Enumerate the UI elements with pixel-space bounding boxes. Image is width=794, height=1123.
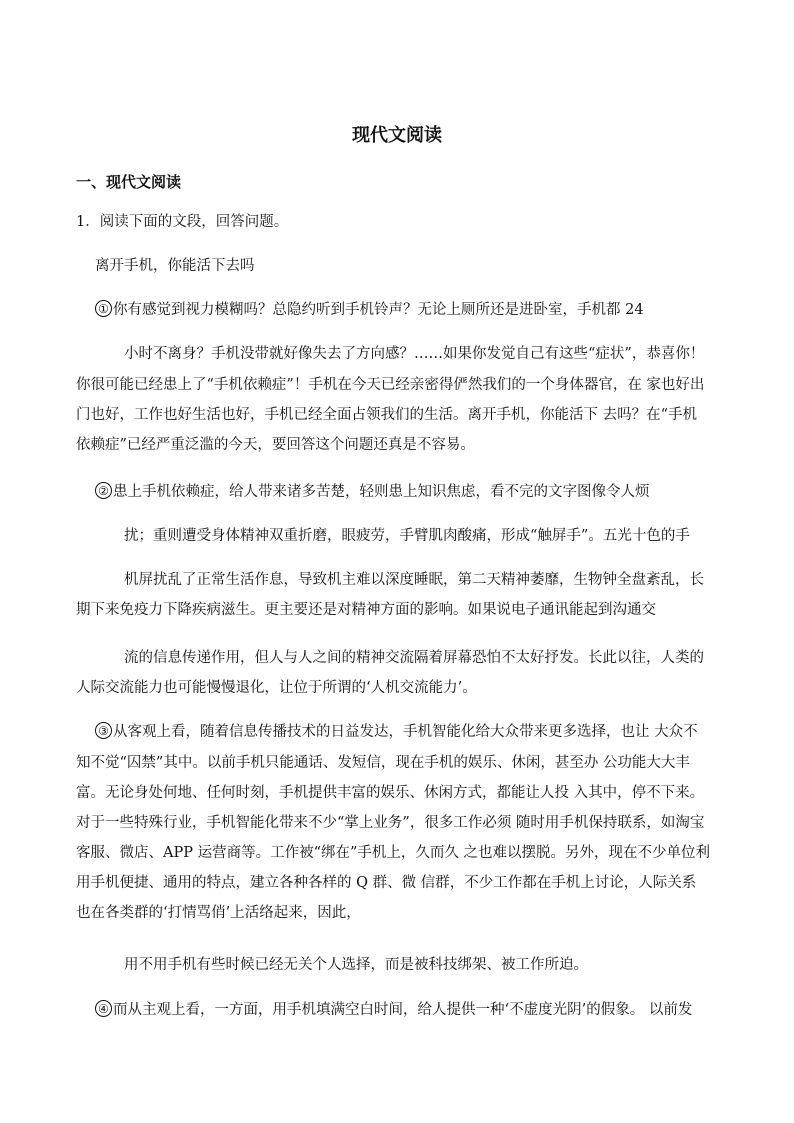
paragraph-line: 知不觉“囚禁”其中。以前手机只能通话、发短信，现在手机的娱乐、休闲，甚至办 公功能大大丰 (76, 755, 690, 771)
paragraph-line: 机屏扰乱了正常生活作息，导致机主难以深度睡眠，第二天精神萎靡，生物钟全盘紊乱，长 (124, 572, 704, 588)
paragraph-line: 人际交流能力也可能慢慢退化，让位于所谓的‘人机交流能力’。 (76, 680, 477, 696)
page-title: 现代文阅读 (352, 125, 442, 146)
paragraph-line: 扰；重则遭受身体精神双重折磨，眼疲劳，手臂肌肉酸痛，形成“触屏手”。五光十色的手 (124, 528, 690, 544)
paragraph-line: 依赖症”已经严重泛滥的今天，要回答这个问题还真是不容易。 (76, 437, 475, 453)
question-prompt: 1．阅读下面的文段，回答问题。 (76, 214, 289, 230)
paragraph-marker: ④ (95, 1000, 112, 1017)
paragraph-line: 门也好，工作也好生活也好，手机已经全面占领我们的生活。离开手机，你能活下 去吗？在“手机 (76, 407, 698, 423)
paragraph-line: 对于一些特殊行业，手机智能化带来不少“掌上业务”，很多工作必须 随时用手机保持联系，如淘宝 (76, 815, 705, 831)
paragraph-line: 客服、微店、APP 运营商等。工作被“绑在”手机上，久而久 之也难以摆脱。另外，现在不少单位利 (76, 845, 711, 861)
section-heading: 一、现代文阅读 (76, 173, 182, 191)
paragraph-line: ② 患上手机依赖症，给人带来诸多苦楚，轻则患上知识焦虑，看不完的文字图像令人烦 (95, 482, 650, 502)
paragraph-line: ④ 而从主观上看，一方面，用手机填满空白时间，给人提供一种‘不虚度光阴’的假象。 以前发 (95, 1000, 692, 1020)
paragraph-marker: ② (95, 482, 112, 499)
paragraph-line: ① 你有感觉到视力模糊吗？总隐约听到手机铃声？无论上厕所还是进卧室，手机都 24 (95, 300, 644, 320)
paragraph-line: 富。无论身处何地、任何时刻，手机提供丰富的娱乐、休闲方式，都能让人投 入其中，停不下来。 (76, 785, 705, 801)
paragraph-line: ③ 从客观上看，随着信息传播技术的日益发达，手机智能化给大众带来更多选择，也让 大众不 (95, 722, 698, 742)
paragraph-marker: ③ (95, 722, 112, 739)
paragraph-line: 流的信息传递作用，但人与人之间的精神交流隔着屏幕恐怕不太好抒发。长此以往，人类的 (124, 650, 704, 666)
paragraph-line: 你很可能已经患上了“手机依赖症”！手机在今天已经亲密得俨然我们的一个身体器官，在 家也好出 (76, 377, 705, 393)
paragraph-line: 也在各类群的‘打情骂俏’上活络起来，因此， (76, 905, 361, 921)
paragraph-line: 用手机便捷、通用的特点，建立各种各样的 Q 群、微 信群，不少工作都在手机上讨论，人际关系 (76, 875, 697, 891)
paragraph-marker: ① (95, 300, 112, 317)
paragraph-line: 小时不离身？手机没带就好像失去了方向感？……如果你发觉自己有这些“症状”，恭喜你！ (124, 346, 705, 362)
paragraph-line: 期下来免疫力下降疾病滋生。更主要还是对精神方面的影响。如果说电子通讯能起到沟通交 (76, 602, 656, 618)
paragraph-line: 用不用手机有些时候已经无关个人选择，而是被科技绑架、被工作所迫。 (124, 957, 588, 973)
passage-subtitle: 离开手机，你能活下去吗 (95, 258, 255, 274)
